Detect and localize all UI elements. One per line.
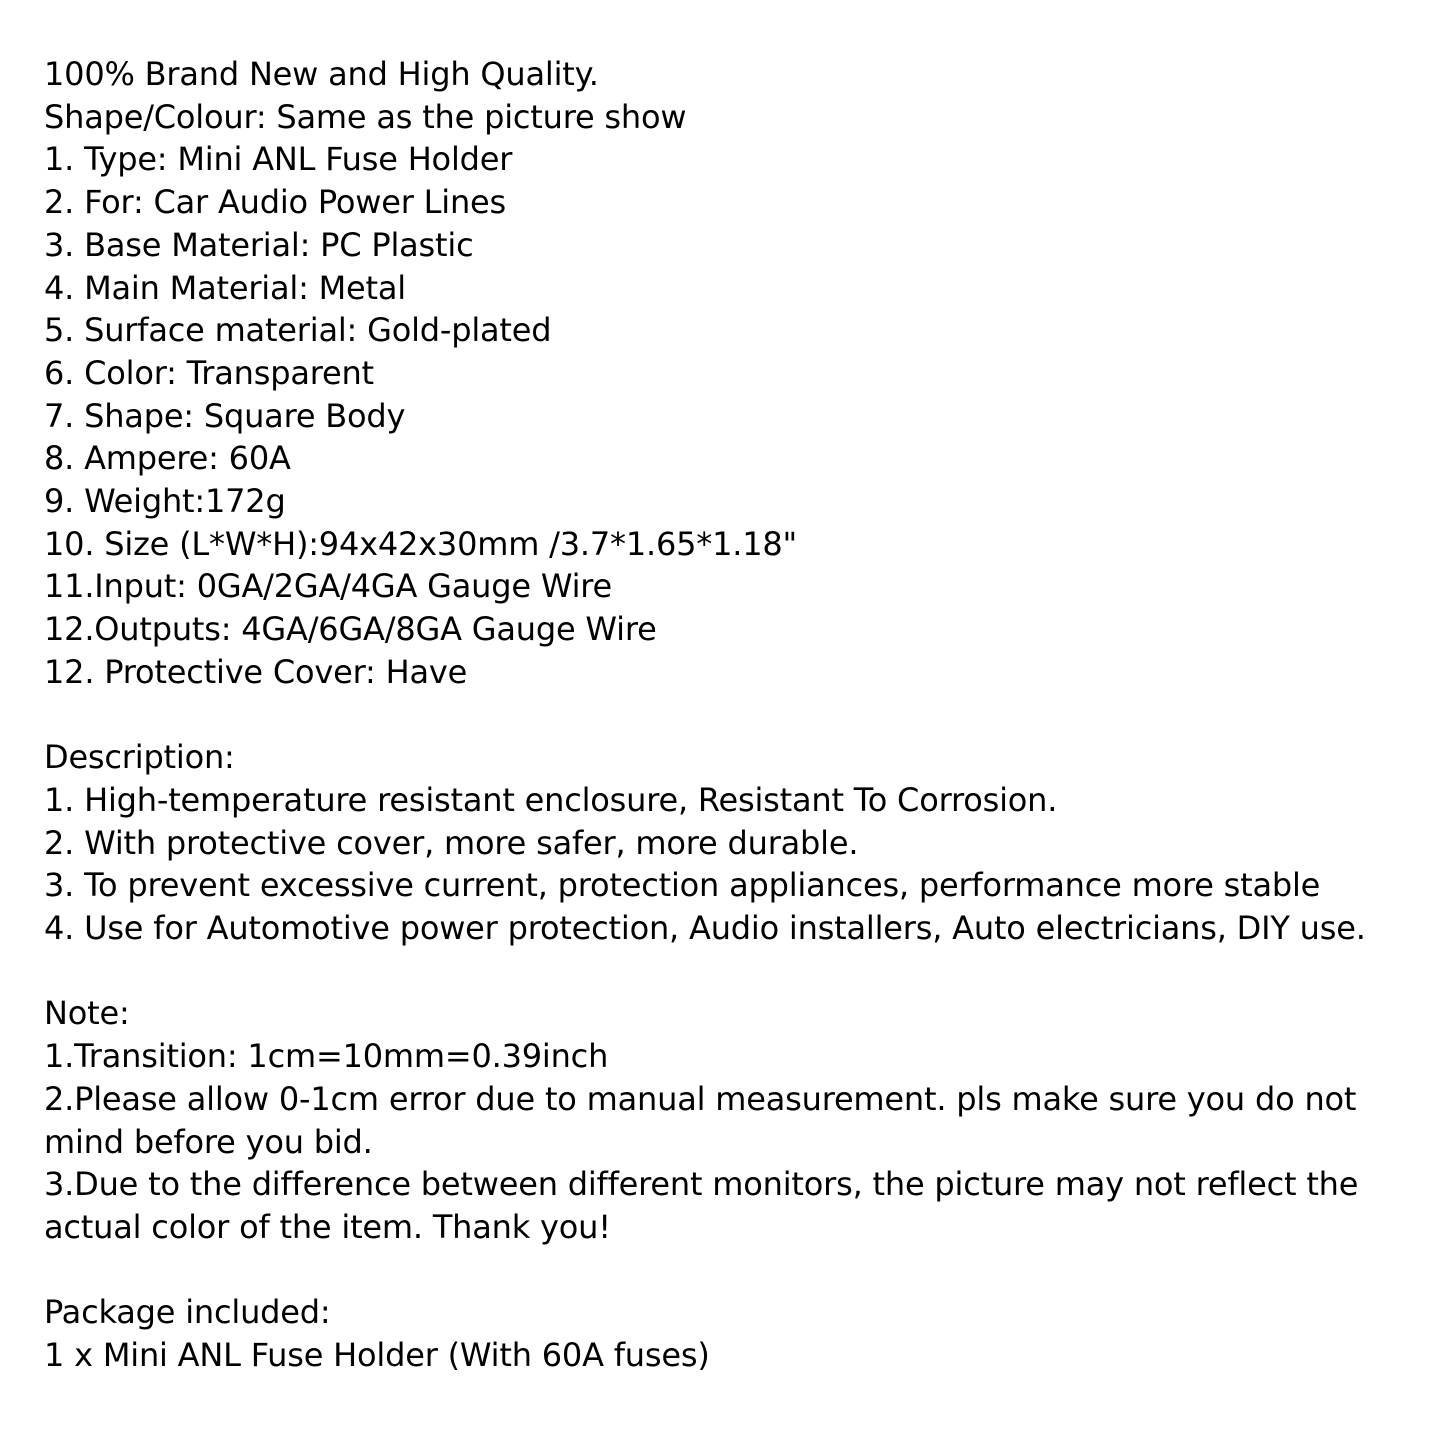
intro-section [44,53,1414,138]
section-spacer [44,950,1414,993]
spec-item: 3. Base Material: PC Plastic [44,225,474,264]
spec-item: 7. Shape: Square Body [44,396,406,435]
spec-item: 6. Color: Transparent [44,353,374,392]
intro-line: Shape/Colour: Same as the picture show [44,97,687,136]
description-item: 4. Use for Automotive power protection, Audio installers, Auto electricians, DIY use. [44,909,1366,948]
product-description [44,53,1414,1377]
spec-item: 11.Input: 0GA/2GA/4GA Gauge Wire [44,567,613,606]
spec-item: 10. Size (L*W*H):94x42x30mm /3.7*1.65*1.18" [44,524,798,563]
spec-item: 2. For: Car Audio Power Lines [44,183,506,222]
description-section [44,736,1414,950]
section-spacer [44,1249,1414,1292]
note-item: 1.Transition: 1cm=10mm=0.39inch [44,1037,609,1076]
specs-list [44,138,1414,693]
note-item: 3.Due to the difference between different monitors, the picture may not reflect the actual color of the item. Thank you! [44,1165,1359,1246]
note-heading: Note: [44,994,130,1033]
description-item: 3. To prevent excessive current, protection appliances, performance more stable [44,866,1321,905]
note-section [44,992,1414,1248]
spec-item: 1. Type: Mini ANL Fuse Holder [44,140,513,179]
description-heading: Description: [44,738,235,777]
spec-item: 4. Main Material: Metal [44,268,406,307]
package-section [44,1291,1414,1376]
intro-line: 100% Brand New and High Quality. [44,55,599,93]
note-item: 2.Please allow 0-1cm error due to manual measurement. pls make sure you do not mind before you bid. [44,1079,1357,1161]
spec-item: 12. Protective Cover: Have [44,652,468,691]
spec-item: 12.Outputs: 4GA/6GA/8GA Gauge Wire [44,610,657,649]
section-spacer [44,694,1414,737]
package-item: 1 x Mini ANL Fuse Holder (With 60A fuses) [44,1336,710,1375]
package-heading: Package included: [44,1293,331,1332]
spec-item: 9. Weight:172g [44,482,286,521]
spec-item: 8. Ampere: 60A [44,439,291,478]
spec-item: 5. Surface material: Gold-plated [44,311,552,350]
description-item: 1. High-temperature resistant enclosure, Resistant To Corrosion. [44,780,1058,819]
description-item: 2. With protective cover, more safer, more durable. [44,823,859,862]
